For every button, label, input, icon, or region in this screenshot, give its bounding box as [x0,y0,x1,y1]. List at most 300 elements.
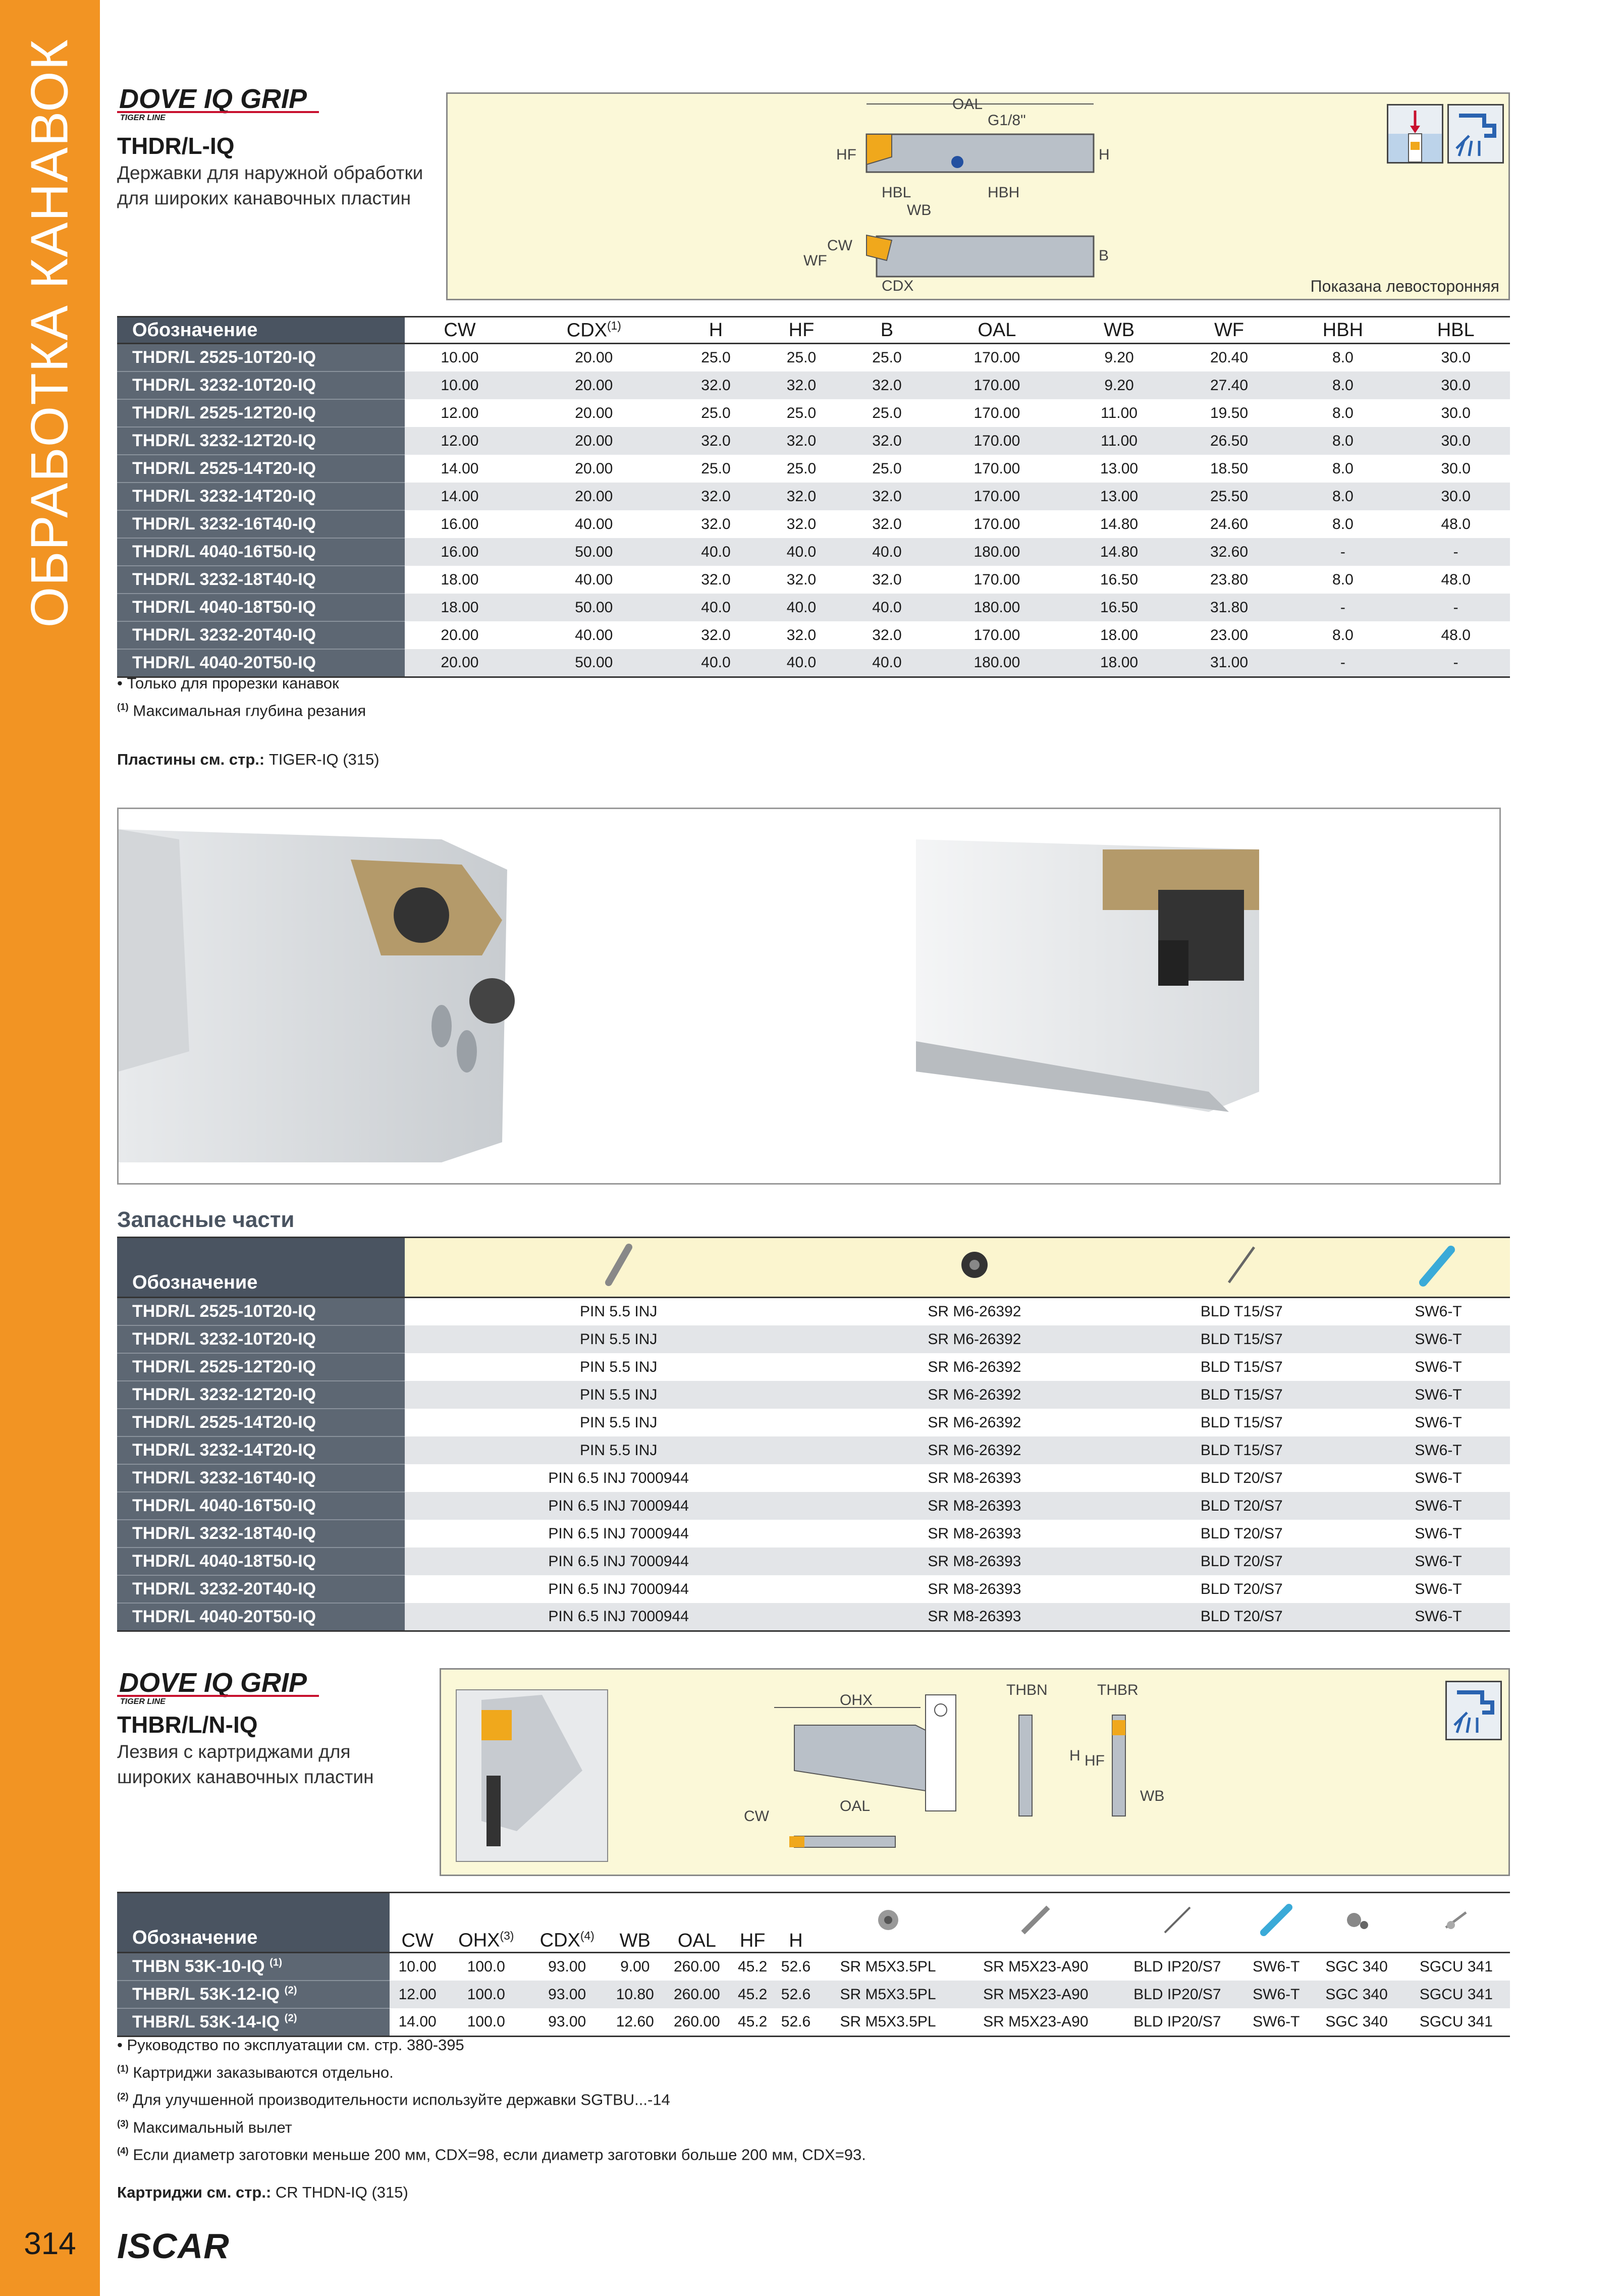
svg-text:WB: WB [1140,1788,1165,1804]
cell-value: PIN 6.5 INJ 7000944 [405,1492,832,1520]
doveiqgrip-logo [117,77,329,122]
cell-value: 16.00 [405,538,515,566]
cell-value: 14.00 [390,2008,445,2037]
cell-value: 12.00 [405,427,515,455]
blade-spec-table [117,1892,1510,2037]
row-designation: THDR/L 4040-18T50-IQ [117,594,405,621]
svg-text:DOVE IQ GRIP: DOVE IQ GRIP [119,1668,307,1698]
col-designation: Обозначение [117,317,405,344]
col-wb: WB [1064,317,1174,344]
col-oal: OAL [930,317,1064,344]
note-groove-only: • Только для прорезки канавок [117,674,339,692]
screw-icon [818,1893,958,1953]
spares-table [117,1237,1510,1632]
table-row [117,1981,1510,2008]
cell-value: 18.00 [441,571,479,588]
cell-value: 30.0 [1401,427,1510,455]
blade-drawing-svg [441,1670,1508,1875]
cell-value: PIN 5.5 INJ [405,1436,832,1464]
cell-value: BLD T15/S7 [1116,1436,1367,1464]
cell-value: BLD T20/S7 [1200,1580,1283,1597]
table-row [117,2008,1510,2037]
row-designation: THDR/L 3232-12T20-IQ [117,1381,405,1409]
cell-value: SW6-T [1367,1492,1510,1520]
svg-text:OAL: OAL [952,96,983,113]
cell-value: 170.00 [973,460,1020,477]
cell-value: 13.00 [1100,460,1139,477]
cell-value: SGC 340 [1311,2008,1402,2037]
col-cw: CW [390,1893,445,1953]
cell-value: 23.00 [1210,626,1249,644]
cell-value: - [1284,538,1401,566]
svg-text:G1/8": G1/8" [988,112,1026,129]
cell-value: 8.0 [1332,349,1354,366]
cell-value: 10.80 [607,1981,663,2008]
cell-value: BLD T15/S7 [1116,1325,1367,1353]
row-designation: THDR/L 3232-18T40-IQ [117,566,405,594]
cell-value: SR M5X23-A90 [983,1958,1089,1975]
row-designation: THDR/L 4040-16T50-IQ [117,1492,405,1520]
cell-value: SR M5X3.5PL [840,1958,936,1975]
row-designation: THDR/L 3232-20T40-IQ [117,1575,405,1603]
product-title: THDR/L-IQ [117,133,235,159]
svg-text:TIGER LINE: TIGER LINE [120,114,166,122]
cell-value: 40.0 [844,538,930,566]
cell-value: - [1284,594,1401,621]
table-row [117,344,1510,372]
cell-value: 20.00 [441,626,479,644]
table-row [117,427,1510,455]
cell-value: BLD T20/S7 [1116,1492,1367,1520]
table-row [117,594,1510,621]
cell-value: PIN 6.5 INJ 7000944 [548,1580,689,1597]
cell-value: 19.50 [1210,404,1249,421]
cell-value: 32.0 [701,626,731,644]
cell-value: 260.00 [663,1981,731,2008]
cell-value: 11.00 [1101,404,1138,421]
cell-value: - [1401,594,1510,621]
cell-value: SGC 340 [1325,1958,1388,1975]
row-designation: THDR/L 4040-16T50-IQ [117,538,405,566]
cell-value: 10.00 [398,1958,437,1975]
technical-drawing [446,92,1510,300]
cell-value: 16.00 [441,515,479,532]
cell-value: 40.0 [673,538,759,566]
col-wf: WF [1174,317,1284,344]
cell-value: 100.0 [445,2008,527,2037]
svg-text:CW: CW [827,237,852,254]
table-header [117,1893,1510,1953]
svg-text:H: H [1069,1747,1080,1764]
cell-value: 180.00 [930,594,1064,621]
cell-value: 30.0 [1401,483,1510,510]
shown-left-note: Показана левосторонняя [1310,277,1499,295]
cell-value: BLD T20/S7 [1200,1525,1283,1542]
cell-value: 20.00 [575,404,613,421]
table-row [117,1325,1510,1353]
row-designation: THDR/L 3232-16T40-IQ [117,1464,405,1492]
cell-value: SW6-T [1415,1580,1462,1597]
cell-value: 20.00 [515,427,673,455]
holder-photo [119,809,1499,1183]
spares-title: Запасные части [117,1207,295,1232]
cell-value: BLD T20/S7 [1116,1603,1367,1631]
cell-value: 30.0 [1441,349,1471,366]
notes-2 [117,2033,866,2166]
cell-value: SR M8-26393 [832,1547,1116,1575]
cell-value: 9.20 [1064,371,1174,399]
cell-value: 25.0 [872,460,902,477]
col-ohx: OHX$^{(3)}$ [445,1893,527,1953]
cell-value: 9.00 [620,1958,650,1975]
cell-value: 40.00 [575,571,613,588]
desc-line-1: Лезвия с картриджами для [117,1741,351,1762]
row-designation: THDR/L 4040-18T50-IQ [117,1547,405,1575]
cell-value: BLD T15/S7 [1200,1303,1283,1320]
product-desc-2 [117,1739,374,1790]
cell-value: SR M6-26392 [832,1436,1116,1464]
svg-text:HBL: HBL [882,184,911,201]
note-cdx: $^{(4)}$ Если диаметр заготовки меньше 200 мм, CDX=98, если диаметр заготовки больше 200 мм, CDX=93. [117,2145,866,2164]
cell-value: SR M5X23-A90 [958,2008,1113,2037]
cell-value: PIN 5.5 INJ [579,1414,658,1431]
svg-text:CW: CW [744,1808,769,1825]
sgc-icon [1311,1893,1402,1953]
col-oal: OAL [663,1893,731,1953]
svg-text:HBH: HBH [988,184,1020,201]
cell-value: 50.00 [515,594,673,621]
row-designation: THDR/L 3232-14T20-IQ [117,483,405,510]
table-header [117,317,1510,344]
svg-text:CDX: CDX [882,278,914,294]
cell-value: 40.0 [673,649,759,677]
cell-value: 40.00 [575,626,613,644]
cell-value: 48.0 [1441,571,1471,588]
col-b: B [844,317,930,344]
cell-value: PIN 5.5 INJ [579,1303,658,1320]
cell-value: BLD T20/S7 [1116,1547,1367,1575]
cell-value: 48.0 [1441,626,1471,644]
cell-value: - [1401,649,1510,677]
cell-value: 25.0 [786,349,817,366]
cell-value: 100.0 [445,1981,527,2008]
table-row [117,566,1510,594]
cell-value: 32.0 [759,483,844,510]
cell-value: 25.0 [701,349,731,366]
svg-text:B: B [1099,247,1109,264]
row-designation: THDR/L 2525-14T20-IQ [117,455,405,483]
cell-value: SR M8-26393 [832,1603,1116,1631]
cell-value: SW6-T [1415,1358,1462,1375]
cell-value: 30.0 [1441,404,1471,421]
cell-value: 100.0 [467,1958,505,1975]
svg-text:THBR: THBR [1097,1682,1139,1698]
cell-value: 40.0 [759,649,844,677]
cell-value: BLD IP20/S7 [1133,1958,1221,1975]
cell-value: 32.0 [701,571,731,588]
key-blade-icon [1113,1893,1241,1953]
cell-value: 27.40 [1174,371,1284,399]
table-row [117,1953,1510,1981]
cell-value: 18.00 [405,594,515,621]
table-row [117,1575,1510,1603]
cell-value: 40.0 [759,594,844,621]
col-h: H [774,1893,818,1953]
col-hf: HF [759,317,844,344]
note-max-depth: $^{(1)}$ Максимальная глубина резания [117,702,366,720]
cell-value: 12.00 [441,404,479,421]
cell-value: SR M6-26392 [928,1414,1021,1431]
wrench-icon [1367,1238,1510,1298]
holder-spec-table [117,316,1510,678]
cell-value: 93.00 [527,1981,607,2008]
cell-value: 170.00 [973,404,1020,421]
note-cartridges: $^{(1)}$ Картриджи заказываются отдельно. [117,2063,394,2081]
cell-value: SR M5X3.5PL [818,2008,958,2037]
cell-value: 14.80 [1100,515,1139,532]
inserts-ref: Пластины см. стр.: TIGER-IQ (315) [117,751,380,768]
cell-value: 93.00 [527,2008,607,2037]
table-row [117,1298,1510,1326]
cell-value: 40.0 [673,594,759,621]
table-row [117,1603,1510,1631]
table-row [117,621,1510,649]
col-designation: Обозначение [117,1893,390,1953]
table-row [117,1381,1510,1409]
cell-value: SW6-T [1241,1981,1311,2008]
cell-value: 31.80 [1174,594,1284,621]
depth-icon [1387,104,1443,164]
cell-value: 170.00 [930,483,1064,510]
sidebar-title: ОБРАБОТКА КАНАВОК [20,38,79,628]
cell-value: SW6-T [1415,1414,1462,1431]
cell-value: 25.0 [701,460,731,477]
cell-value: BLD IP20/S7 [1113,1981,1241,2008]
cell-value: 8.0 [1332,515,1354,532]
desc-line-2: для широких канавочных пластин [117,188,411,208]
cell-value: 32.0 [673,483,759,510]
row-designation: THDR/L 2525-14T20-IQ [117,1409,405,1436]
cell-value: 40.0 [844,594,930,621]
table-row [117,1409,1510,1436]
pin-icon [405,1238,832,1298]
svg-text:TIGER LINE: TIGER LINE [120,1697,166,1706]
row-designation: THDR/L 3232-20T40-IQ [117,621,405,649]
cell-value: 26.50 [1174,427,1284,455]
cell-value: 14.80 [1064,538,1174,566]
desc-line-2: широких канавочных пластин [117,1767,374,1787]
cell-value: 170.00 [973,571,1020,588]
cell-value: 45.2 [731,2008,774,2037]
table-row [117,483,1510,510]
cell-value: 8.0 [1284,371,1401,399]
svg-text:THBN: THBN [1006,1682,1048,1698]
cell-value: SR M5X3.5PL [818,1981,958,2008]
cell-value: 180.00 [930,538,1064,566]
cell-value: 32.0 [786,571,817,588]
svg-text:WF: WF [803,252,827,269]
cell-value: 32.0 [701,515,731,532]
row-designation: THDR/L 3232-12T20-IQ [117,427,405,455]
note-manual: • Руководство по эксплуатации см. стр. 380-395 [117,2036,464,2054]
row-designation: THDR/L 4040-20T50-IQ [117,1603,405,1631]
cell-value: 30.0 [1401,371,1510,399]
row-designation: THDR/L 3232-16T40-IQ [117,510,405,538]
page-number: 314 [24,2226,76,2261]
cell-value: 25.0 [786,460,817,477]
cell-value: 32.0 [759,427,844,455]
table-row [117,455,1510,483]
row-designation: THBR/L 53K-12-IQ $^{(2)}$ [117,1981,390,2008]
col-cw: CW [405,317,515,344]
cell-value: 170.00 [930,427,1064,455]
cell-value: 11.00 [1064,427,1174,455]
cell-value: 52.6 [781,1958,811,1975]
row-designation: THBR/L 53K-14-IQ $^{(2)}$ [117,2008,390,2037]
cell-value: 10.00 [405,371,515,399]
col-cdx: CDX$^{(1)}$ [515,317,673,344]
cell-value: 32.60 [1174,538,1284,566]
table-row [117,1492,1510,1520]
row-designation: THDR/L 3232-18T40-IQ [117,1520,405,1547]
col-hf: HF [731,1893,774,1953]
cell-value: 32.0 [673,427,759,455]
cell-value: 9.20 [1104,349,1134,366]
cell-value: 32.0 [786,626,817,644]
cell-value: 8.0 [1332,404,1354,421]
cell-value: 32.0 [872,515,902,532]
cell-value: 8.0 [1284,427,1401,455]
row-designation: THBN 53K-10-IQ $^{(1)}$ [117,1953,390,1981]
spares-header [117,1238,1510,1298]
cell-value: SR M6-26392 [832,1381,1116,1409]
cell-value: 32.0 [759,371,844,399]
product-desc [117,161,423,211]
cell-value: 30.0 [1441,460,1471,477]
table-row [117,1436,1510,1464]
cell-value: 32.0 [872,626,902,644]
cell-value: 48.0 [1441,515,1471,532]
svg-text:H: H [1099,146,1110,163]
cell-value: SW6-T [1241,2008,1311,2037]
wrench-icon [1241,1893,1311,1953]
cell-value: 14.00 [441,460,479,477]
cell-value: 32.0 [844,427,930,455]
cell-value: 20.00 [515,371,673,399]
blade-drawing [440,1668,1510,1876]
svg-text:HF: HF [1085,1752,1105,1769]
cell-value: BLD IP20/S7 [1113,2008,1241,2037]
row-designation: THDR/L 3232-10T20-IQ [117,371,405,399]
cell-value: 32.0 [786,515,817,532]
cell-value: 40.0 [759,538,844,566]
cell-value: BLD T20/S7 [1200,1469,1283,1486]
desc-line-1: Державки для наружной обработки [117,163,423,183]
col-wb: WB [607,1893,663,1953]
cell-value: 25.0 [701,404,731,421]
cell-value: 260.00 [663,2008,731,2037]
table-row [117,1353,1510,1381]
cell-value: PIN 6.5 INJ 7000944 [548,1525,689,1542]
coolant-icon [1447,104,1504,164]
brand-logo: ISCAR [117,2226,230,2266]
row-designation: THDR/L 3232-10T20-IQ [117,1325,405,1353]
cell-value: SR M6-26392 [928,1303,1021,1320]
cell-value: 16.50 [1064,594,1174,621]
cell-value: 45.2 [737,1958,768,1975]
cell-value: SR M8-26393 [928,1580,1021,1597]
cartridges-ref: Картриджи см. стр.: CR THDN-IQ (315) [117,2183,408,2201]
cell-value: SGCU 341 [1402,2008,1510,2037]
note-sgtbu: $^{(2)}$ Для улучшенной производительности используйте державки SGTBU...-14 [117,2091,670,2109]
table-row [117,1547,1510,1575]
cell-value: 52.6 [774,1981,818,2008]
cell-value: 40.0 [844,649,930,677]
cell-value: 260.00 [673,1958,720,1975]
svg-text:OHX: OHX [840,1692,873,1708]
col-designation: Обозначение [117,1238,405,1298]
col-cdx: CDX$^{(4)}$ [527,1893,607,1953]
cell-value: 8.0 [1332,626,1354,644]
table-row [117,1520,1510,1547]
coolant-icon-2 [1445,1681,1502,1740]
table-row [117,399,1510,427]
cell-value: SR M8-26393 [928,1469,1021,1486]
cell-value: BLD T15/S7 [1200,1358,1283,1375]
cell-value: 50.00 [515,649,673,677]
screw-icon [832,1238,1116,1298]
cell-value: SW6-T [1367,1547,1510,1575]
key-blade-icon [1116,1238,1367,1298]
cell-value: 20.00 [515,483,673,510]
cell-value: 170.00 [973,349,1020,366]
cell-value: 20.00 [575,460,613,477]
cell-value: 12.60 [607,2008,663,2037]
col-hbl: HBL [1401,317,1510,344]
row-designation: THDR/L 2525-10T20-IQ [117,344,405,372]
cell-value: 8.0 [1332,460,1354,477]
col-hbh: HBH [1284,317,1401,344]
cell-value: SR M5X23-A90 [958,1981,1113,2008]
cell-value: 16.50 [1100,571,1139,588]
cell-value: 18.00 [1100,626,1139,644]
cell-value: 25.0 [872,404,902,421]
cell-value: SW6-T [1367,1381,1510,1409]
cell-value: 20.00 [575,349,613,366]
cell-value: SW6-T [1367,1436,1510,1464]
cell-value: 23.80 [1210,571,1249,588]
holder-drawing [448,94,1508,299]
cell-value: 170.00 [973,626,1020,644]
cell-value: 12.00 [390,1981,445,2008]
cell-value: SGCU 341 [1419,1958,1493,1975]
cell-value: 32.0 [872,571,902,588]
table-row [117,538,1510,566]
row-designation: THDR/L 2525-10T20-IQ [117,1298,405,1326]
cell-value: 13.00 [1064,483,1174,510]
cell-value: SR M6-26392 [832,1325,1116,1353]
product-photos [117,808,1501,1185]
svg-text:HF: HF [836,146,856,163]
cell-value: 25.50 [1174,483,1284,510]
cell-value: 20.40 [1210,349,1249,366]
row-designation: THDR/L 2525-12T20-IQ [117,1353,405,1381]
cell-value: 93.00 [548,1958,586,1975]
note-overhang: $^{(3)}$ Максимальный вылет [117,2118,292,2136]
cell-value: 31.00 [1174,649,1284,677]
row-designation: THDR/L 4040-20T50-IQ [117,649,405,677]
cell-value: 18.50 [1210,460,1249,477]
